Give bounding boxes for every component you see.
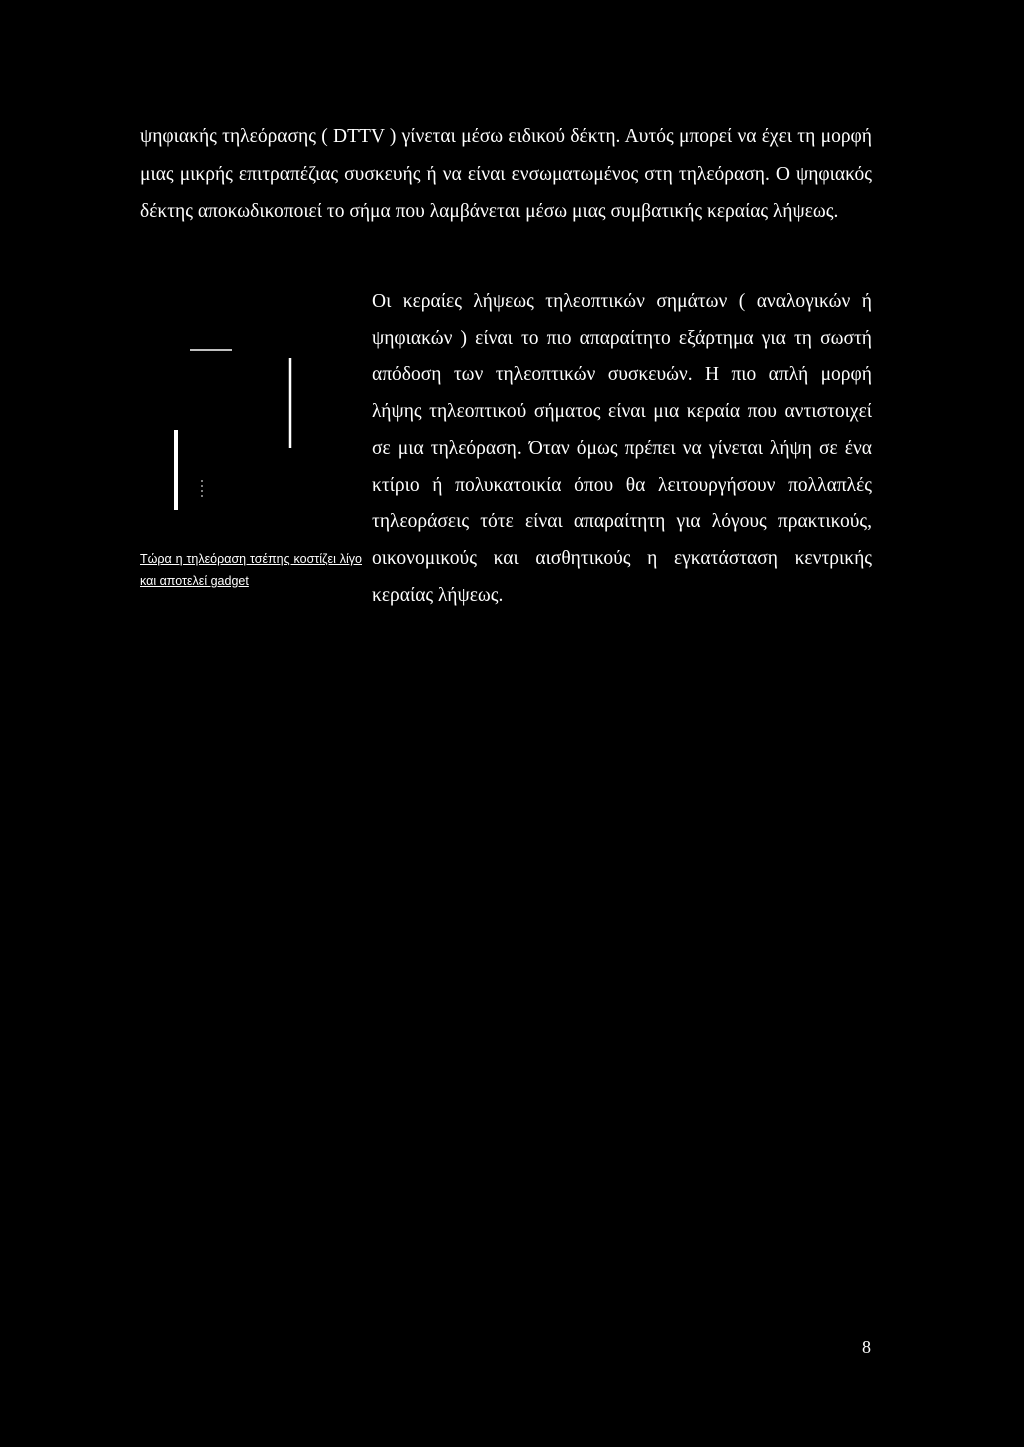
pocket-tv-figure	[150, 330, 365, 535]
figure-caption: Τώρα η τηλεόραση τσέπης κοστίζει λίγο και αποτελεί gadget	[140, 552, 362, 588]
intro-paragraph: ψηφιακής τηλεόρασης ( DTTV ) γίνεται μέσω ειδικού δέκτη. Αυτός μπορεί να έχει τη μορφή μιας μικρής επιτραπέζιας συσκευής ή να είναι ενσωματωμένος στη τηλεόραση. Ο ψηφιακός δέκτης αποκωδικοποιεί το σήμα που λαμβάνεται μέσω μιας συμβατικής κεραίας λήψεως.	[140, 126, 872, 222]
pocket-tv-image	[150, 330, 365, 535]
antenna-paragraph: Οι κεραίες λήψεως τηλεοπτικών σημάτων ( αναλογικών ή ψηφιακών ) είναι το πιο απαραίτητο εξάρτημα για τη σωστή απόδοση των τηλεοπτικών συσκευών. Η πιο απλή μορφή λήψης τηλεοπτικού σήματος είναι μια κεραία που αντιστοιχεί σε μια τηλεόραση. Όταν όμως πρέπει να γίνεται λήψη σε ένα κτίριο ή πολυκατοικία όπου θα λειτουργήσουν πολλαπλές τηλεοράσεις τότε είναι απαραίτητη για λόγους πρακτικούς, οικονομικούς και αισθητικούς η εγκατάσταση κεντρικής κεραίας λήψεως.	[372, 291, 872, 606]
page-number: 8	[862, 1337, 871, 1357]
